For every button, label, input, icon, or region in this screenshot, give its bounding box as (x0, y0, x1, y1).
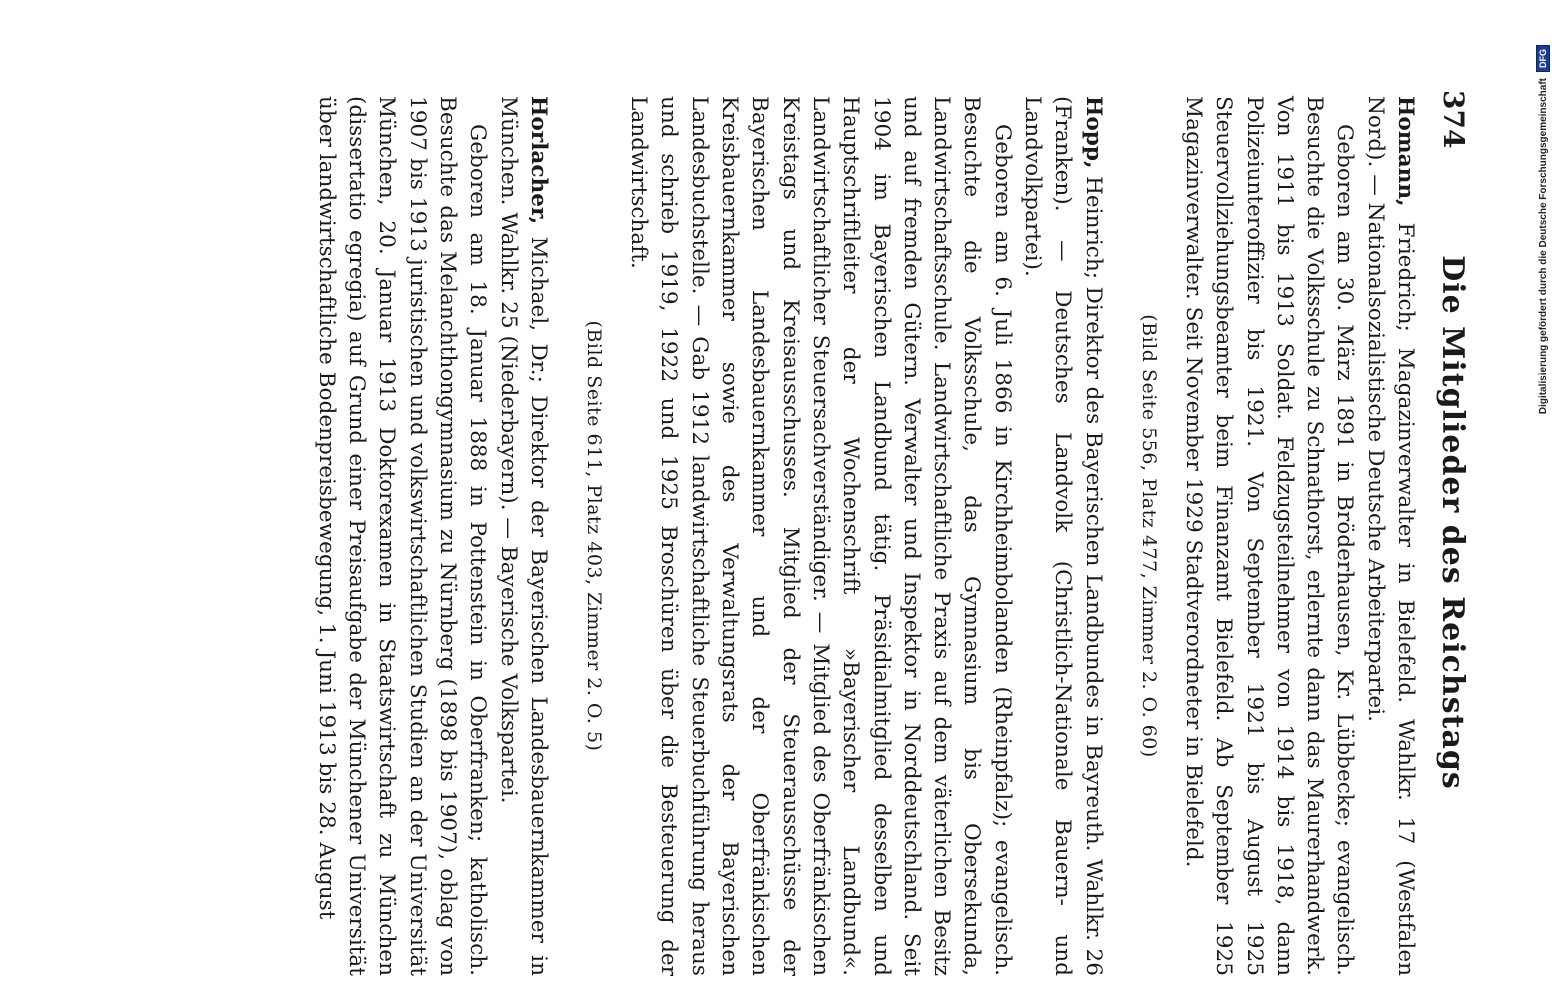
member-summary: Michael, Dr.; Direktor der Bayerischen Landesbauernkammer in München. Wahlkr. 25 (Niederbayern). — Bayerische Volkspartei. (495, 96, 551, 976)
member-entry-homann (1134, 96, 1420, 976)
photo-reference: (Bild Seite 556, Platz 477, Zimmer 2. O. 60) (1137, 314, 1160, 758)
digitization-note (1534, 45, 1552, 973)
running-head: Die Mitglieder des Reichstags (1435, 255, 1470, 790)
member-entry-hopp (579, 96, 1108, 976)
member-biography: Geboren am 30. März 1891 in Bröderhausen, Kr. Lübbecke; evangelisch. Besuchte die Volksschule zu Schnathorst, erlernte dann das Maurerhandwerk. Von 1911 bis 1913 Soldat. Feldzugsteilnehmer von 1914 bis 1918, dann Polizeiunteroffizier bis 1921. Von September 1921 bis August 1925 Steuervollziehungsbeamter beim Finanzamt Bielefeld. Ab September 1925 Magazinverwalter. Seit November 1929 Stadtverordneter in Bielefeld. (1180, 96, 1358, 976)
member-biography: Geboren am 6. Juli 1866 in Kirchheimbolanden (Rheinpfalz); evangelisch. Besuchte die Volksschule, das Gymnasium bis Obersekunda, Landwirtschaftsschule. Landwirtschaftliche Praxis auf dem väterlichen Besitz und auf fremden Gütern. Verwalter und Inspektor in Norddeutschland. Seit 1904 im Bayerischen Landbund tätig. Präsidialmitglied desselben und Hauptschriftleiter der Wochenschrift »Bayerischer Landbund«. Landwirtschaftlicher Steuersachverständiger. — Mitglied des Oberfränkischen Kreistags und Kreisausschusses. Mitglied der Steuerausschüsse der Bayerischen Landesbauernkammer und der Oberfränkischen Kreisbauernkammer sowie des Verwaltungsrats der Bayerischen Landesbuchstelle. — Gab 1912 landwirtschaftliche Steuerbuchführung heraus und schrieb 1919, 1922 und 1925 Broschüren über die Besteuerung der Landwirtschaft. (626, 96, 1015, 976)
member-name: Horlacher, (525, 96, 551, 225)
page-header (1430, 90, 1470, 995)
member-name: Hopp, (1080, 96, 1106, 169)
photo-reference: (Bild Seite 611, Platz 403, Zimmer 2. O. 5) (582, 320, 605, 752)
digitization-margin (1534, 0, 1552, 1000)
page-number: 374 (1437, 90, 1470, 149)
member-biography: Geboren am 18. Januar 1888 in Pottenstein in Oberfranken; katholisch. Besuchte das Melanchthongymnasium zu Nürnberg (1898 bis 1907), oblag von 1907 bis 1913 juristischen und volkswirtschaftlichen Studien an der Universität München, 20. Januar 1913 Doktorexamen in Staatswirtschaft zu München (dissertatio egregia) auf Grund einer Preisaufgabe der Münchener Universität über landwirtschaftliche Bodenpreisbewegung, 1. Juni 1913 bis 28. August (313, 96, 491, 976)
digitization-text: Digitalisierung gefördert durch die Deutsche Forschungsgemeinschaft (1537, 78, 1549, 415)
page-body (295, 96, 1421, 976)
member-summary: Heinrich; Direktor des Bayerischen Landbundes in Bayreuth. Wahlkr. 26 (Franken). — Deutsches Landvolk (Christlich-Nationale Bauern- und Landvolkpartei). (1020, 96, 1106, 976)
member-entry-horlacher (311, 96, 553, 976)
dfg-logo: DFG (1536, 45, 1550, 72)
member-summary: Friedrich; Magazinverwalter in Bielefeld. Wahlkr. 17 (Westfalen Nord). — Nationalsozialistische Deutsche Arbeiterpartei. (1362, 96, 1418, 976)
member-name: Homann, (1393, 96, 1418, 207)
